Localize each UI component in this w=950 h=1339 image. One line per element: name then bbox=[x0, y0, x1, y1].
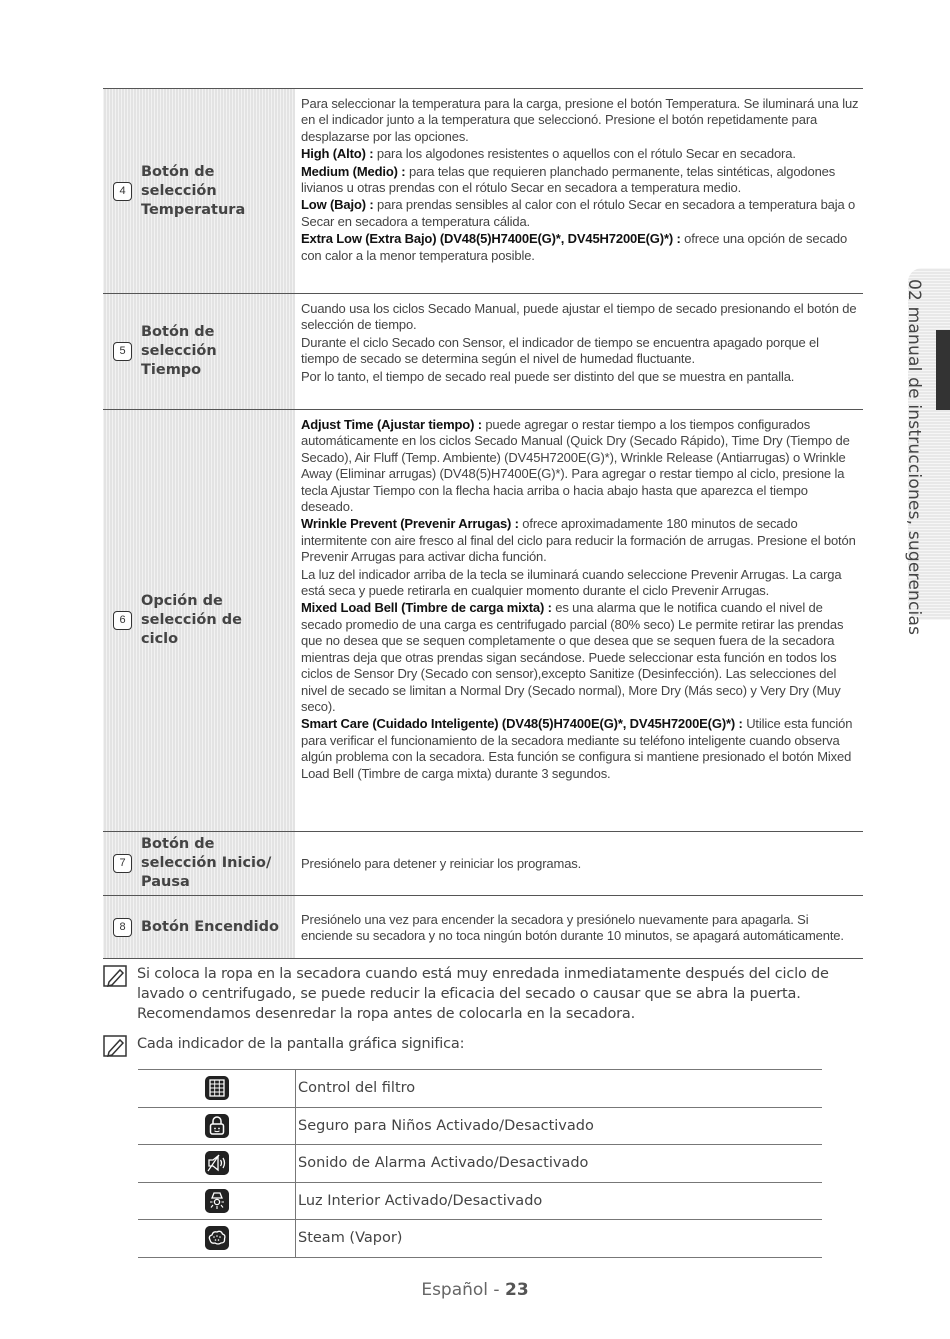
table-row bbox=[103, 89, 863, 294]
table-row bbox=[138, 1183, 822, 1221]
row-label: Botón de selección Temperatura bbox=[141, 163, 246, 218]
row-number: 8 bbox=[113, 918, 132, 937]
indicator-label: Seguro para Niños Activado/Desactivado bbox=[298, 1117, 594, 1134]
row-label-cell bbox=[103, 410, 295, 831]
row-label-cell bbox=[103, 896, 295, 958]
row-number: 7 bbox=[113, 854, 132, 873]
light-icon bbox=[205, 1189, 229, 1213]
controls-table bbox=[103, 88, 863, 959]
table-row bbox=[103, 294, 863, 410]
row-number: 4 bbox=[113, 182, 132, 201]
table-row bbox=[103, 896, 863, 959]
note-icon bbox=[103, 1035, 129, 1057]
steam-icon bbox=[205, 1226, 229, 1250]
row-description: Para seleccionar la temperatura para la carga, presione el botón Temperatura. Se iluminará una luz en el indicador junto a la temperatura que seleccionó. Presione el botón repetidamente para desplazarse por las opciones. High (Alto) : para los algodones resistentes o aquellos con el rótulo Secar en secadora. Medium (Medio) : para telas que requieren planchado permanente, telas sintéticas, algodones livianos u otras prendas con el rótulo Secar en secadora a temperatura medio. Low (Bajo) : para prendas sensibles al calor con el rótulo Secar en secadora a temperatura baja o Secar en secadora a temperatura cálida. Extra Low (Extra Bajo) (DV48(5)H7400E(G)*, DV45H7200E(G)*) : ofrece una opción de secado con calor a la menor temperatura posible. bbox=[301, 96, 859, 263]
note bbox=[103, 964, 843, 1024]
table-row bbox=[138, 1145, 822, 1183]
note-text: Cada indicador de la pantalla gráfica significa: bbox=[137, 1036, 465, 1052]
indicator-label: Sonido de Alarma Activado/Desactivado bbox=[298, 1155, 589, 1172]
indicator-label: Steam (Vapor) bbox=[298, 1230, 403, 1247]
indicator-table bbox=[138, 1069, 822, 1258]
row-number: 6 bbox=[113, 611, 132, 630]
child-lock-icon bbox=[205, 1114, 229, 1138]
table-row bbox=[103, 832, 863, 896]
row-label: Opción de selección de ciclo bbox=[141, 593, 242, 647]
row-label: Botón de selección Inicio/ Pausa bbox=[141, 836, 272, 890]
row-label-cell bbox=[103, 89, 295, 293]
table-row bbox=[138, 1070, 822, 1108]
table-row bbox=[138, 1220, 822, 1258]
note bbox=[103, 1034, 843, 1057]
footer-language: Español - bbox=[421, 1280, 505, 1300]
sound-icon bbox=[205, 1151, 229, 1175]
row-label-cell bbox=[103, 832, 295, 895]
page-number: 23 bbox=[504, 1280, 529, 1300]
row-label: Botón de selección Tiempo bbox=[141, 324, 217, 378]
row-description: Presiónelo para detener y reiniciar los programas. bbox=[301, 856, 582, 872]
table-row bbox=[103, 410, 863, 832]
row-description: Cuando usa los ciclos Secado Manual, puede ajustar el tiempo de secado presionando el botón de selección de tiempo. Durante el ciclo Secado con Sensor, el indicador de tiempo se encuentra apagado porque el tiempo de secado se determina según el nivel de humedad fluctuante. Por lo tanto, el tiempo de secado real puede ser distinto del que se muestra en pantalla. bbox=[301, 301, 857, 384]
note-text: Si coloca la ropa en la secadora cuando está muy enredada inmediatamente después del ciclo de lavado o centrifugado, se puede reducir la eficacia del secado o causar que se abra la puerta. Recomendamos desenredar la ropa antes de colocarla en la secadora. bbox=[137, 966, 829, 1022]
row-label-cell bbox=[103, 294, 295, 409]
table-row bbox=[138, 1108, 822, 1146]
section-marker bbox=[936, 330, 950, 410]
row-number: 5 bbox=[113, 342, 132, 361]
note-icon bbox=[103, 965, 129, 987]
row-description: Presiónelo una vez para encender la secadora y presiónelo nuevamente para apagarla. Si enciende su secadora y no toca ningún botón durante 10 minutos, se apagará automáticamente. bbox=[301, 911, 844, 943]
filter-icon bbox=[205, 1076, 229, 1100]
row-label: Botón Encendido bbox=[141, 918, 279, 935]
row-description: Adjust Time (Ajustar tiempo) : puede agregar o restar tiempo a los tiempos configurados automáticamente en los ciclos Secado Manual (Quick Dry (Secado Rápido), Time Dry (Tiempo de Secado), Air Fluff (Temp. Ambiente) (DV45H7200E(G)*), Wrinkle Release (Antiarrugas) o Wrinkle Away (Eliminar arrugas) (DV48(5)H7400E(G)*). Para agregar o restar tiempo al ciclo, presione la tecla Ajustar Tiempo con la flecha hacia arriba o hacia abajo hasta que aparezca el tiempo deseado. Wrinkle Prevent (Prevenir Arrugas) : ofrece aproximadamente 180 minutos de secado intermitente con aire fresco al final del ciclo para reducir la formación de arrugas. Presione el botón Prevenir Arrugas para activar dicha función. La luz del indicador arriba de la tecla se iluminará cuando seleccione Prevenir Arrugas. La carga está seca y puede retirarla en cualquier momento durante el ciclo Prevenir Arrugas. Mixed Load Bell (Timbre de carga mixta) : es una alarma que le notifica cuando el nivel de secado promedio de una carga es centrifugado parcial (80% seco) Le permite retirar las prendas que no desea que se sequen completamente o que desea que se sequen fuera de la secadora mientras deja que otras prendas sigan secándose. Puede seleccionar esta función en todos los ciclos de Sensor Dry (Secado con sensor),excepto Sanitize (Desinfección). Las selecciones del nivel de secado se limitan a Normal Dry (Secado normal), More Dry (Más seco) y Very Dry (Muy seco). Smart Care (Cuidado Inteligente) (DV48(5)H7400E(G)*, DV45H7200E(G)*) : Utilice esta función para verificar el funcionamiento de la secadora mediante su teléfono inteligente cuando observa algún problema con la secadora. Esta función se configura si mantiene presionado el botón Mixed Load Bell (Timbre de carga mixta) durante 3 segundos. bbox=[301, 417, 856, 781]
page-footer bbox=[0, 1280, 950, 1300]
indicator-label: Control del filtro bbox=[298, 1080, 416, 1097]
indicator-label: Luz Interior Activado/Desactivado bbox=[298, 1192, 543, 1209]
section-title: 02 manual de instrucciones, sugerencias bbox=[904, 279, 924, 636]
